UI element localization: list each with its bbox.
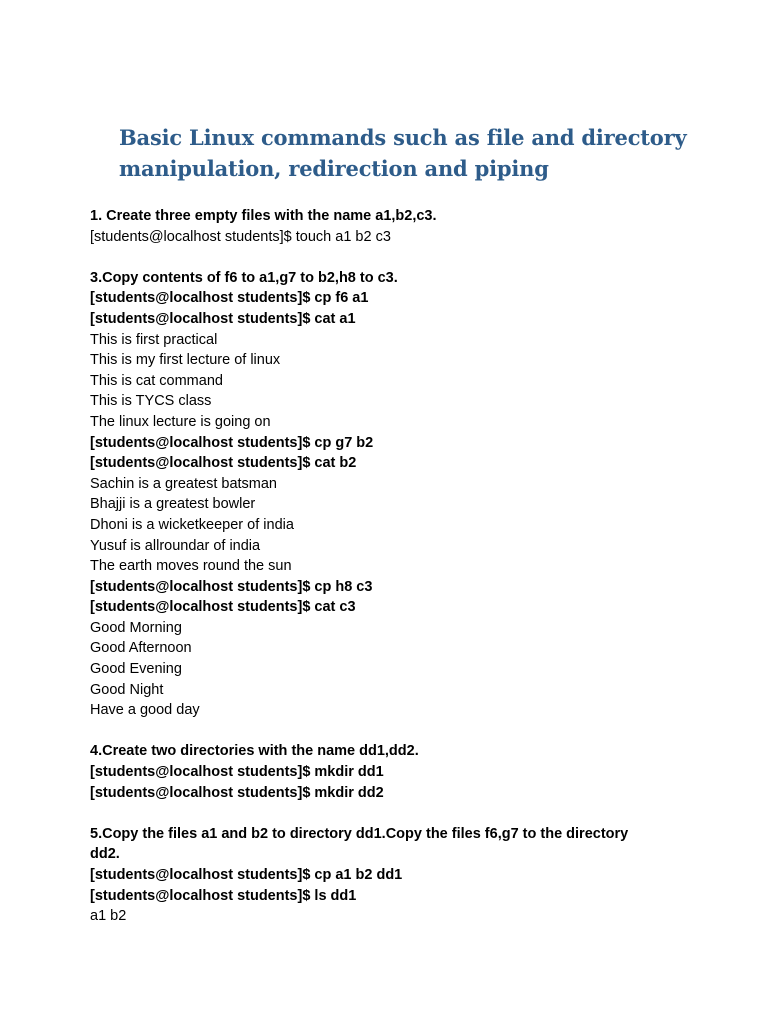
output-line: This is first practical bbox=[90, 331, 218, 348]
output-line: Have a good day bbox=[90, 702, 200, 719]
output-line: This is my first lecture of linux bbox=[90, 352, 281, 369]
output-line: Sachin is a greatest batsman bbox=[90, 475, 277, 492]
command-line: [students@localhost students]$ mkdir dd2 bbox=[90, 784, 384, 801]
command-line: 4.Create two directories with the name dd1,dd2. bbox=[90, 743, 419, 760]
section-gap bbox=[90, 721, 740, 742]
command-line: 5.Copy the files a1 and b2 to directory dd1.Copy the files f6,g7 to the directory bbox=[90, 825, 629, 842]
command-line: 3.Copy contents of f6 to a1,g7 to b2,h8 to c3. bbox=[90, 269, 398, 286]
output-line: The earth moves round the sun bbox=[90, 558, 292, 575]
output-line: Good Evening bbox=[90, 661, 182, 678]
title-line-2: manipulation, redirection and piping bbox=[119, 156, 549, 181]
command-line: [students@localhost students]$ mkdir dd1 bbox=[90, 764, 384, 781]
section-gap bbox=[90, 247, 740, 268]
command-line: [students@localhost students]$ cat b2 bbox=[90, 455, 357, 472]
section-1 bbox=[90, 206, 740, 247]
output-line: Bhajji is a greatest bowler bbox=[90, 496, 256, 513]
document-body bbox=[90, 206, 740, 927]
output-line: The linux lecture is going on bbox=[90, 413, 271, 430]
section-4 bbox=[90, 824, 740, 927]
command-line: [students@localhost students]$ cp f6 a1 bbox=[90, 290, 369, 307]
title-line-1: Basic Linux commands such as file and directory bbox=[119, 125, 687, 150]
section-2 bbox=[90, 268, 740, 721]
output-line: This is TYCS class bbox=[90, 393, 212, 410]
command-line: 1. Create three empty files with the name a1,b2,c3. bbox=[90, 208, 437, 224]
command-line: [students@localhost students]$ cp a1 b2 dd1 bbox=[90, 867, 403, 883]
output-line: Good Morning bbox=[90, 619, 182, 636]
command-line: dd2. bbox=[90, 846, 120, 863]
command-line: [students@localhost students]$ cat c3 bbox=[90, 599, 356, 616]
output-line: Dhoni is a wicketkeeper of india bbox=[90, 516, 294, 533]
command-line: [students@localhost students]$ cp g7 b2 bbox=[90, 434, 374, 451]
output-line: a1 b2 bbox=[90, 908, 127, 925]
command-line: [students@localhost students]$ cat a1 bbox=[90, 310, 356, 327]
output-line: Good Night bbox=[90, 681, 164, 698]
section-3 bbox=[90, 741, 740, 803]
command-line: [students@localhost students]$ cp h8 c3 bbox=[90, 578, 373, 595]
document-title bbox=[119, 122, 719, 184]
output-line: Yusuf is allroundar of india bbox=[90, 537, 261, 554]
output-line: This is cat command bbox=[90, 372, 223, 389]
command-line: [students@localhost students]$ ls dd1 bbox=[90, 887, 357, 904]
section-gap bbox=[90, 803, 740, 824]
output-line: [students@localhost students]$ touch a1 b2 c3 bbox=[90, 228, 391, 245]
output-line: Good Afternoon bbox=[90, 640, 192, 657]
